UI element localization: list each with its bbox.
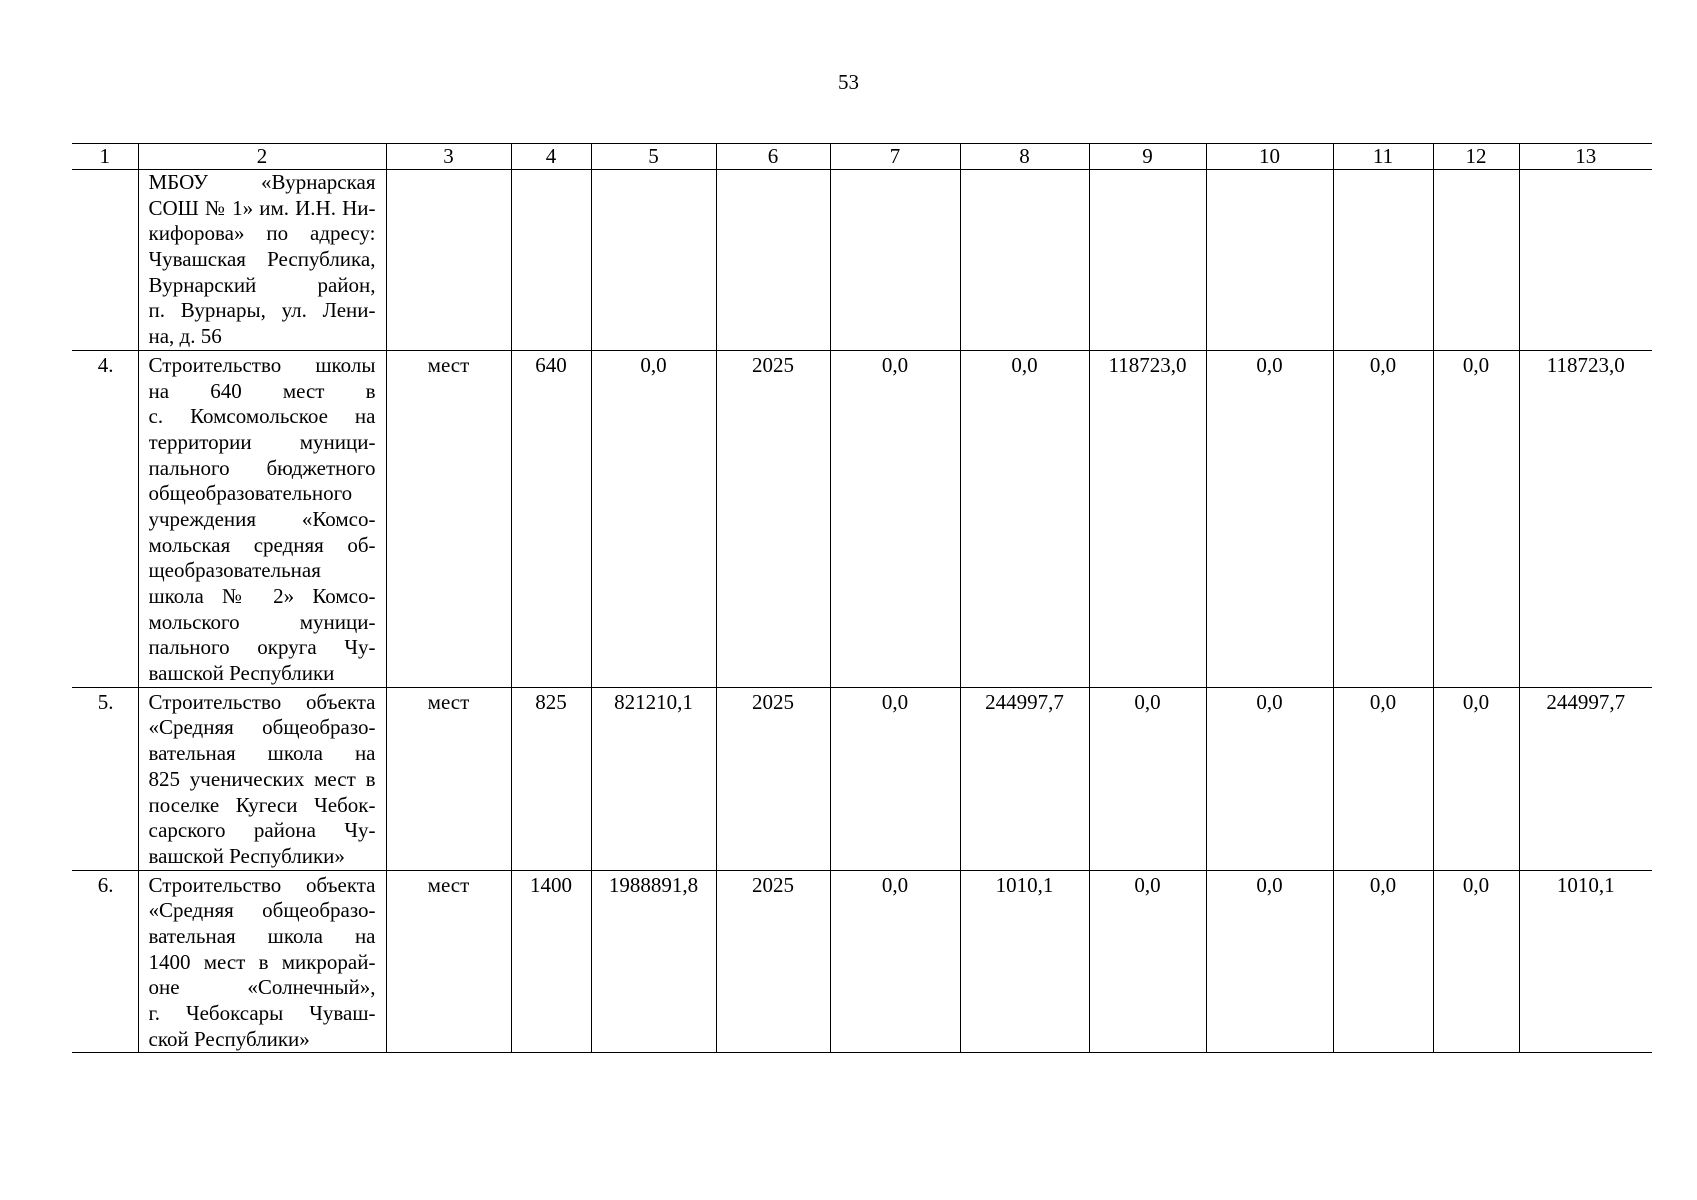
column-header: 4	[511, 144, 591, 170]
year-cell: 2025	[716, 350, 830, 687]
value-cell: 0,0	[1206, 687, 1333, 870]
value-cell: 0,0	[1333, 687, 1433, 870]
description-line: Вурнарский район,	[148, 272, 376, 297]
value-cell: 0,0	[1089, 687, 1206, 870]
year-cell: 2025	[716, 870, 830, 1053]
row-number: 6.	[72, 870, 138, 1053]
capacity-cell: 640	[511, 350, 591, 687]
object-description	[138, 350, 386, 687]
row-number: 5.	[72, 687, 138, 870]
column-header: 6	[716, 144, 830, 170]
row-number-cell	[72, 170, 138, 351]
description-line: «Средняя общеобразо-	[148, 715, 376, 740]
investment-table	[72, 143, 1652, 1053]
description-line: ской Республики»	[148, 1026, 310, 1051]
description-line: на 640 мест в	[148, 378, 376, 403]
value-cell	[1206, 170, 1333, 351]
description-line: 825 ученических мест в	[148, 766, 376, 791]
description-line: Строительство объекта	[148, 872, 376, 897]
value-cell: 244997,7	[960, 687, 1089, 870]
table-row	[72, 687, 1652, 870]
description-line: на, д. 56	[148, 324, 222, 349]
value-cell: 0,0	[1333, 870, 1433, 1053]
object-description	[138, 170, 386, 351]
description-line: мольская средняя об-	[148, 532, 376, 557]
value-cell: 0,0	[1433, 687, 1519, 870]
capacity-cell	[511, 170, 591, 351]
description-line: Строительство школы	[148, 352, 376, 377]
column-header: 11	[1333, 144, 1433, 170]
description-line: поселке Кугеси Чебок-	[148, 792, 376, 817]
value-cell: 821210,1	[591, 687, 716, 870]
description-line: МБОУ «Вурнарская	[148, 170, 376, 194]
description-line: 1400 мест в микрорай-	[148, 949, 376, 974]
year-cell: 2025	[716, 687, 830, 870]
description-line: с. Комсомольское на	[148, 404, 376, 429]
description-line: вательная школа на	[148, 923, 376, 948]
page-number: 53	[838, 70, 859, 94]
value-cell	[1433, 170, 1519, 351]
column-header: 12	[1433, 144, 1519, 170]
value-cell	[591, 170, 716, 351]
value-cell: 0,0	[1206, 350, 1333, 687]
description-line: вашской Республики	[148, 661, 335, 686]
value-cell: 1010,1	[960, 870, 1089, 1053]
description-line: вашской Республики»	[148, 843, 345, 868]
description-line: пального округа Чу-	[148, 635, 376, 660]
description-line: Строительство объекта	[148, 689, 376, 714]
column-header: 5	[591, 144, 716, 170]
value-cell: 1988891,8	[591, 870, 716, 1053]
description-line: «Средняя общеобразо-	[148, 898, 376, 923]
description-line: оне «Солнечный»,	[148, 975, 376, 1000]
unit-cell: мест	[386, 350, 511, 687]
column-header: 10	[1206, 144, 1333, 170]
description-line: кифорова» по адресу:	[148, 221, 376, 246]
description-line: Чувашская Республика,	[148, 247, 376, 272]
capacity-cell: 1400	[511, 870, 591, 1053]
column-header: 13	[1519, 144, 1652, 170]
unit-cell: мест	[386, 687, 511, 870]
value-cell: 244997,7	[1519, 687, 1652, 870]
object-description	[138, 870, 386, 1053]
row-number: 4.	[72, 350, 138, 687]
description-line: общеобразовательного	[148, 481, 353, 506]
description-line: вательная школа на	[148, 741, 376, 766]
column-header: 2	[138, 144, 386, 170]
value-cell: 0,0	[1433, 350, 1519, 687]
value-cell: 0,0	[1206, 870, 1333, 1053]
column-header: 8	[960, 144, 1089, 170]
unit-cell	[386, 170, 511, 351]
column-header: 7	[830, 144, 960, 170]
description-line: щеобразовательная	[148, 558, 321, 583]
value-cell: 118723,0	[1519, 350, 1652, 687]
object-description	[138, 687, 386, 870]
description-line: учреждения «Комсо-	[148, 506, 376, 531]
value-cell: 0,0	[591, 350, 716, 687]
value-cell	[830, 170, 960, 351]
value-cell: 0,0	[1089, 870, 1206, 1053]
column-header: 1	[72, 144, 138, 170]
description-line: мольского муници-	[148, 609, 376, 634]
value-cell: 0,0	[830, 350, 960, 687]
year-cell	[716, 170, 830, 351]
capacity-cell: 825	[511, 687, 591, 870]
value-cell: 0,0	[960, 350, 1089, 687]
description-line: территории муници-	[148, 429, 376, 454]
value-cell	[1089, 170, 1206, 351]
description-line: сарского района Чу-	[148, 818, 376, 843]
column-number-row	[72, 144, 1652, 170]
value-cell: 1010,1	[1519, 870, 1652, 1053]
value-cell: 118723,0	[1089, 350, 1206, 687]
value-cell: 0,0	[830, 870, 960, 1053]
description-line: пального бюджетного	[148, 455, 376, 480]
description-line: п. Вурнары, ул. Лени-	[148, 298, 376, 323]
column-header: 3	[386, 144, 511, 170]
value-cell: 0,0	[830, 687, 960, 870]
description-line: школа № 2» Комсо-	[148, 584, 376, 608]
table-row	[72, 870, 1652, 1053]
description-line: СОШ № 1» им. И.Н. Ни-	[148, 195, 376, 220]
unit-cell: мест	[386, 870, 511, 1053]
value-cell	[1519, 170, 1652, 351]
column-header: 9	[1089, 144, 1206, 170]
description-line: г. Чебоксары Чуваш-	[148, 1001, 376, 1025]
value-cell: 0,0	[1333, 350, 1433, 687]
value-cell	[960, 170, 1089, 351]
value-cell: 0,0	[1433, 870, 1519, 1053]
table-row	[72, 350, 1652, 687]
value-cell	[1333, 170, 1433, 351]
continuation-row	[72, 170, 1652, 351]
